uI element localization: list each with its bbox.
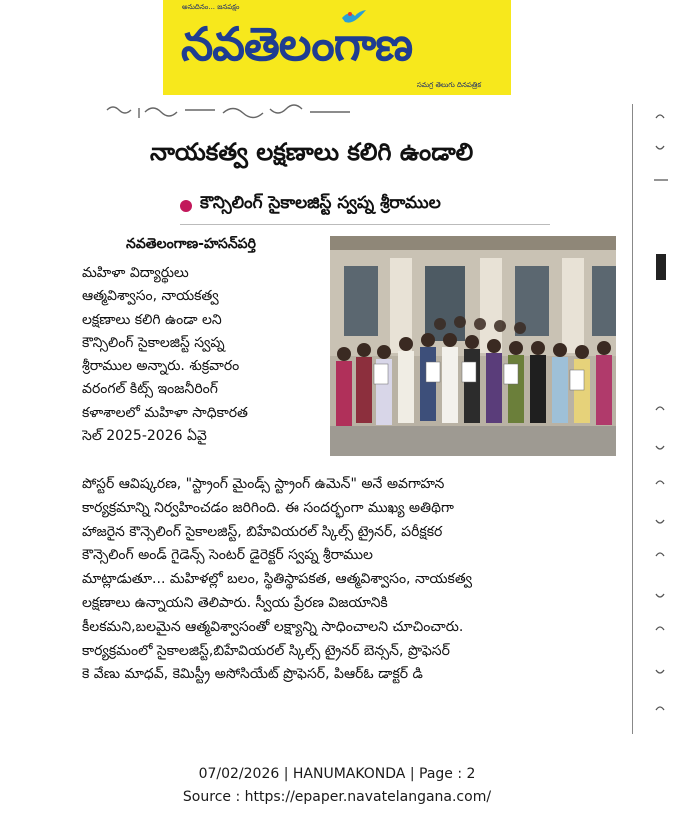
column-line: మహిళా విద్యార్థులు <box>82 265 189 281</box>
body-line: కౌన్సెలింగ్ అండ్ గైడెన్స్ సెంటర్ డైరెక్టర్ స్వప్న శ్రీరాముల <box>82 547 373 564</box>
cut-text-fragment <box>105 104 365 122</box>
column-line: లక్షణాలు కలిగి ఉండా లని <box>82 311 222 328</box>
masthead-tagline: అనుదినం... జనపక్షం <box>182 3 240 11</box>
column-line: వరంగల్ కిట్స్ ఇంజనీరింగ్ <box>82 381 218 398</box>
body-line: కార్యక్రమాన్ని నిర్వహించడం జరిగింది. ఈ సందర్భంగా ముఖ్య అతిథిగా <box>82 499 454 516</box>
masthead-title: నవతెలంగాణ <box>181 17 413 71</box>
article-headline: నాయకత్వ లక్షణాలు కలిగి ఉండాలి <box>150 138 474 166</box>
column-divider <box>632 104 633 734</box>
group-photo-illustration <box>330 236 616 456</box>
article-dateline: నవతెలంగాణ-హసన్‌పర్తి <box>126 236 256 252</box>
body-line: లక్షణాలు ఉన్నాయని తెలిపారు. స్వీయ ప్రేరణ విజయానికి <box>82 594 388 611</box>
footer-source-link[interactable]: Source : https://epaper.navatelangana.com/ <box>182 789 492 805</box>
article-column-text <box>82 262 330 448</box>
masthead-subtitle: సమగ్ర తెలుగు దినపత్రిక <box>416 81 481 89</box>
subhead-rule <box>180 224 550 225</box>
column-line: కౌన్సిలింగ్ సైకాలజిస్ట్ స్వప్న <box>82 334 225 351</box>
body-line: కార్యక్రమంలో సైకాలజిస్ట్,బిహేవియరల్ స్కిల్స్ ట్రైనర్ బెన్సన్, ప్రొఫెసర్ <box>82 642 450 659</box>
column-line: శ్రీరాముల అన్నారు. శుక్రవారం <box>82 358 240 375</box>
article-subhead: కౌన్సిలింగ్ సైకాలజిస్ట్ స్వప్న శ్రీరాముల <box>200 193 441 213</box>
masthead <box>163 0 511 95</box>
column-line: ఆత్మవిశ్వాసం, నాయకత్వ <box>82 288 219 305</box>
body-line: మాట్లాడుతూ... మహిళల్లో బలం, స్థితిస్థాపకత, ఆత్మవిశ్వాసం, నాయకత్వ <box>82 571 473 588</box>
body-line: పోస్టర్ ఆవిష్కరణ, "స్ట్రాంగ్ మైండ్స్ స్ట్రాంగ్ ఉమెన్" అనే అవగాహన <box>82 476 445 492</box>
body-line: కీలకమని,బలమైన ఆత్మవిశ్వాసంతో లక్ష్యాన్ని సాధించాలని చూచించారు. <box>82 618 464 635</box>
cut-text-ink <box>105 104 365 122</box>
body-line: కె వేణు మాధవ్, కెమిస్ట్రీ అసోసియేట్ ప్రొఫెసర్, పిఆర్ఓ డాక్టర్ డి <box>82 666 423 683</box>
column-line: సెల్ 2025-2026 ఏవై <box>82 428 207 445</box>
column-line: కళాశాలలో మహిళా సాధికారత <box>82 404 248 421</box>
subhead-bullet-icon <box>180 200 192 212</box>
neighbor-column-fragments <box>650 110 674 750</box>
article-photo <box>330 236 616 456</box>
article-body-text <box>82 473 632 687</box>
body-line: హాజరైన కౌన్సెలింగ్ సైకాలజిస్ట్, బిహేవియరల్ స్కిల్స్ ట్రైనర్, పరీక్షకర <box>82 523 443 540</box>
footer-date-edition: 07/02/2026 | HANUMAKONDA | Page : 2 <box>198 766 476 782</box>
